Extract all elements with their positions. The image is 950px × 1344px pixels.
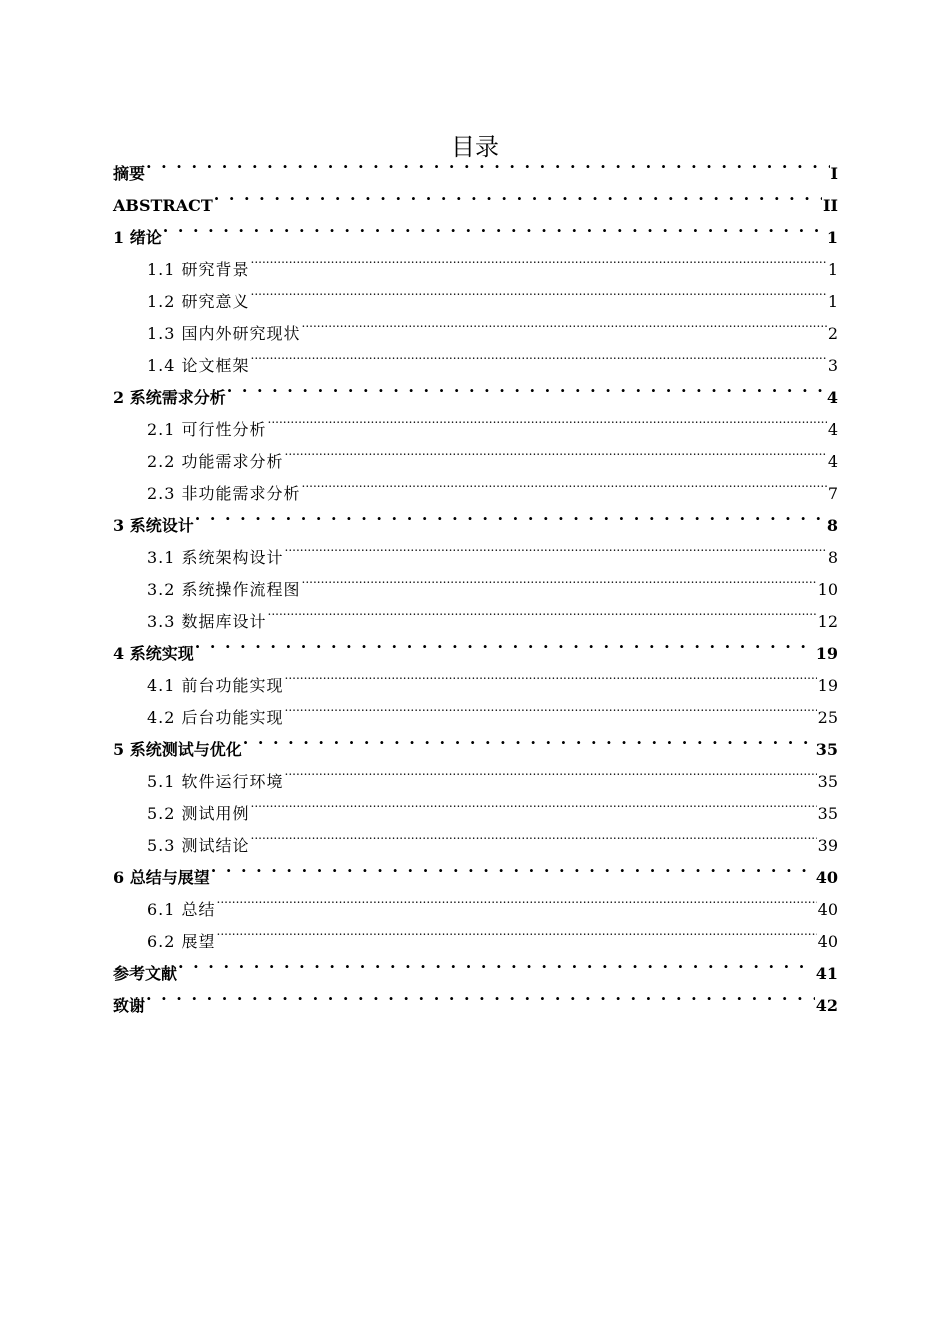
toc-entry-label: 参考文献 xyxy=(113,964,178,983)
toc-entry-label: 1 绪论 xyxy=(113,228,162,247)
toc-section-entry[interactable] xyxy=(113,915,838,951)
toc-entry-page-number: 35 xyxy=(815,740,838,759)
toc-chapter-entry[interactable] xyxy=(113,147,838,183)
dot-leader xyxy=(163,211,826,243)
toc-entry-label: 6.1 总结 xyxy=(147,900,216,919)
dot-leader xyxy=(178,947,815,979)
toc-entry-label: 3.1 系统架构设计 xyxy=(147,548,284,567)
dot-leader xyxy=(285,755,817,787)
toc-chapter-entry[interactable] xyxy=(113,627,838,663)
toc-entry-label: 1.1 研究背景 xyxy=(147,260,250,279)
dot-leader xyxy=(214,179,822,211)
toc-section-entry[interactable] xyxy=(113,883,838,919)
dot-leader xyxy=(227,371,826,403)
toc-entry-page-number: 8 xyxy=(827,548,838,567)
toc-entry-label: 1.3 国内外研究现状 xyxy=(147,324,301,343)
dot-leader xyxy=(217,883,817,915)
toc-entry-label: 3.2 系统操作流程图 xyxy=(147,580,301,599)
toc-entry-label: 致谢 xyxy=(113,996,146,1015)
toc-entry-page-number: 25 xyxy=(817,708,838,727)
toc-entry-label: 2 系统需求分析 xyxy=(113,388,226,407)
toc-entry-page-number: 35 xyxy=(817,772,838,791)
dot-leader xyxy=(146,147,830,179)
toc-entry-label: 4 系统实现 xyxy=(113,644,194,663)
toc-entry-page-number: II xyxy=(823,196,838,215)
toc-entry-page-number: 12 xyxy=(817,612,838,631)
toc-section-entry[interactable] xyxy=(113,531,838,567)
toc-entry-page-number: 8 xyxy=(826,516,838,535)
toc-entry-label: ABSTRACT xyxy=(113,196,213,215)
dot-leader xyxy=(195,499,826,531)
toc-title: 目录 xyxy=(451,133,499,162)
toc-entry-label: 3 系统设计 xyxy=(113,516,194,535)
toc-entry-label: 5 系统测试与优化 xyxy=(113,740,242,759)
toc-entry-page-number: 10 xyxy=(817,580,838,599)
dot-leader xyxy=(285,659,817,691)
toc-entry-page-number: 1 xyxy=(827,260,838,279)
toc-entry-page-number: 40 xyxy=(815,868,838,887)
toc-entry-page-number: 19 xyxy=(815,644,838,663)
dot-leader xyxy=(217,915,817,947)
toc-entry-label: 3.3 数据库设计 xyxy=(147,612,267,631)
toc-entry-page-number: 19 xyxy=(817,676,838,695)
toc-entry-page-number: 2 xyxy=(827,324,838,343)
toc-entry-label: 5.1 软件运行环境 xyxy=(147,772,284,791)
dot-leader xyxy=(268,403,827,435)
dot-leader xyxy=(285,435,827,467)
toc-entry-label: 5.3 测试结论 xyxy=(147,836,250,855)
toc-entry-page-number: 41 xyxy=(815,964,838,983)
toc-chapter-entry[interactable] xyxy=(113,979,838,1015)
toc-entry-label: 2.1 可行性分析 xyxy=(147,420,267,439)
dot-leader xyxy=(243,723,815,755)
toc-entry-label: 摘要 xyxy=(113,164,146,183)
toc-entry-label: 2.2 功能需求分析 xyxy=(147,452,284,471)
toc-entry-page-number: 1 xyxy=(827,292,838,311)
toc-entry-page-number: 35 xyxy=(817,804,838,823)
toc-entry-label: 4.2 后台功能实现 xyxy=(147,708,284,727)
toc-entry-label: 6.2 展望 xyxy=(147,932,216,951)
toc-entry-label: 5.2 测试用例 xyxy=(147,804,250,823)
toc-entry-page-number: 40 xyxy=(817,900,838,919)
toc-entry-page-number: 42 xyxy=(815,996,838,1015)
toc-entry-label: 2.3 非功能需求分析 xyxy=(147,484,301,503)
toc-entry-page-number: 1 xyxy=(826,228,838,247)
dot-leader xyxy=(251,275,827,307)
dot-leader xyxy=(211,851,815,883)
toc-section-entry[interactable] xyxy=(113,243,838,279)
toc-entry-page-number: 40 xyxy=(817,932,838,951)
toc-chapter-entry[interactable] xyxy=(113,179,838,215)
dot-leader xyxy=(251,819,817,851)
dot-leader xyxy=(285,691,817,723)
dot-leader xyxy=(285,531,827,563)
toc-chapter-entry[interactable] xyxy=(113,947,838,983)
toc-chapter-entry[interactable] xyxy=(113,499,838,535)
toc-entry-page-number: I xyxy=(830,164,838,183)
toc-entry-page-number: 39 xyxy=(817,836,838,855)
toc-entry-label: 1.2 研究意义 xyxy=(147,292,250,311)
dot-leader xyxy=(195,627,815,659)
dot-leader xyxy=(251,243,827,275)
toc-entry-page-number: 4 xyxy=(827,452,838,471)
table-of-contents xyxy=(113,147,838,1015)
toc-entry-page-number: 7 xyxy=(827,484,838,503)
dot-leader xyxy=(302,307,827,339)
toc-chapter-entry[interactable] xyxy=(113,851,838,887)
dot-leader xyxy=(251,787,817,819)
toc-section-entry[interactable] xyxy=(113,659,838,695)
toc-entry-page-number: 4 xyxy=(827,420,838,439)
toc-chapter-entry[interactable] xyxy=(113,211,838,247)
dot-leader xyxy=(146,979,815,1011)
dot-leader xyxy=(251,339,827,371)
toc-entry-page-number: 4 xyxy=(826,388,838,407)
dot-leader xyxy=(302,563,817,595)
dot-leader xyxy=(302,467,827,499)
toc-entry-page-number: 3 xyxy=(827,356,838,375)
toc-entry-label: 4.1 前台功能实现 xyxy=(147,676,284,695)
dot-leader xyxy=(268,595,817,627)
toc-entry-label: 1.4 论文框架 xyxy=(147,356,250,375)
toc-entry-label: 6 总结与展望 xyxy=(113,868,210,887)
